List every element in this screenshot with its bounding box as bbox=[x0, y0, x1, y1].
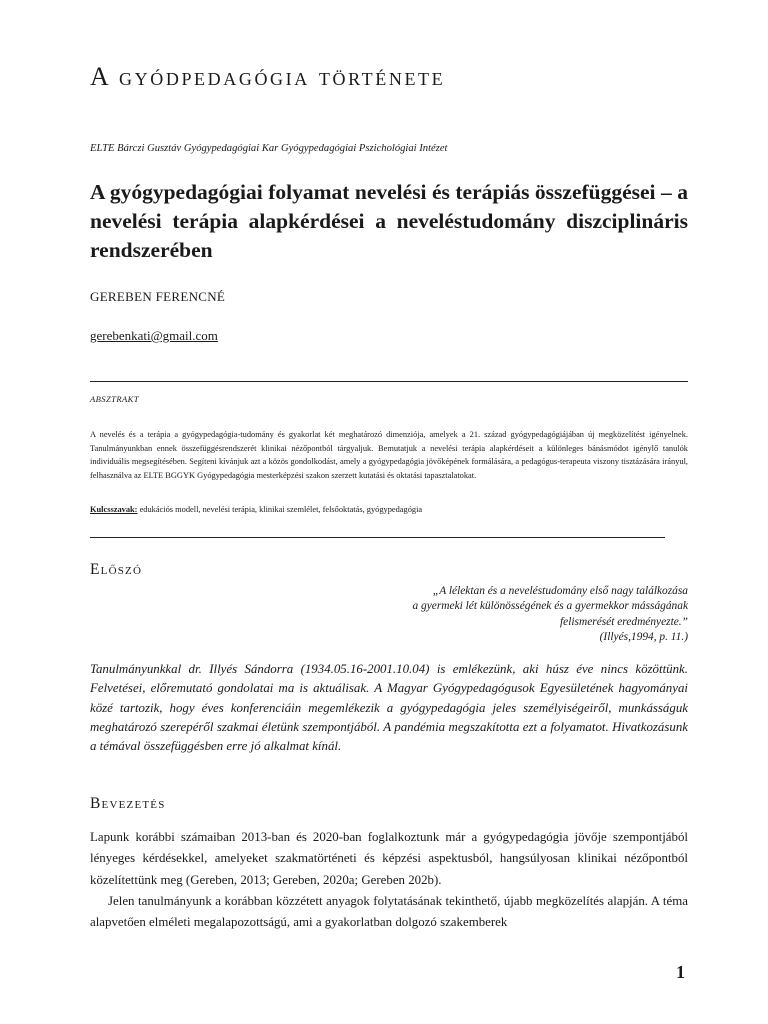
epigraph-line: a gyermeki lét különösségének és a gyermekkor másságának bbox=[412, 600, 688, 613]
introduction-paragraph: Jelen tanulmányunk a korábban közzétett anyagok folytatásának tekinthető, újabb megközelítés alapján. A téma alapvetően elméleti megalapozottságú, ami a gyakorlatban dolgozó szakemberek bbox=[90, 893, 688, 930]
section-heading-preface: Előszó bbox=[90, 561, 143, 578]
author-email-link[interactable]: gerebenkati@gmail.com bbox=[90, 328, 218, 343]
introduction-body bbox=[90, 827, 688, 933]
page-number: 1 bbox=[676, 962, 685, 982]
divider-top bbox=[90, 381, 688, 382]
abstract-heading: ABSZTRAKT bbox=[90, 394, 139, 404]
epigraph-line: felismerését eredményezte.” bbox=[560, 615, 688, 628]
keywords bbox=[90, 505, 688, 514]
divider-bottom bbox=[90, 537, 665, 538]
preface-paragraph: Tanulmányunkkal dr. Illyés Sándorra (1934.05.16-2001.10.04) is emlékezünk, aki húsz éve nincs közöttünk. Felvetései, előremutató gondolatai ma is aktuálisak. A Magyar Gyógypedagógusok Egyesületének hagyományai közé tartozik, hogy éves konferenciáin megemlékezik a gyógypedagógia jeles személyiségeiről, munkásságuk meghatározó szerepéről szakmai életünk szempontjából. A pandémia megszakította ezt a folyamatot. Hivatkozásunk a témával összefüggésben erre jó alkalmat kínál. bbox=[90, 662, 688, 754]
article-title: A gyógypedagógiai folyamat nevelési és terápiás összefüggései – a nevelési terápia alapkérdései a neveléstudomány diszciplináris rendszerében bbox=[90, 180, 688, 262]
section-heading-introduction: Bevezetés bbox=[90, 795, 166, 812]
epigraph-quote bbox=[268, 584, 688, 646]
epigraph-line: „A lélektan és a neveléstudomány első nagy találkozása bbox=[432, 585, 688, 597]
author-name: GEREBEN FERENCNÉ bbox=[90, 289, 226, 304]
series-title: A gyódpedagógia története bbox=[90, 62, 446, 91]
abstract-text: A nevelés és a terápia a gyógypedagógia-tudomány és gyakorlat két meghatározó dimenziója, amelyek a 21. század gyógypedagógiájában új megközelítést igényelnek. Tanulmányunkban ennek összefüggésrendszerét klinikai nézőpontból tárgyaljuk. Bemutatjuk a nevelési terápia alapkérdéseit a különleges bánásmódot igénylő tanulók individuális megsegítésében. Segíteni kívánjuk azt a közös gondolkodást, amely a gyógypedagógia jövőképének formálására, a pedagógus-terapeuta viszony tisztázására irányul, felhasználva az ELTE BGGYK Gyógypedagógia mesterképzési szakon szerzett kutatási és oktatási tapasztalatokat. bbox=[90, 430, 688, 480]
keywords-list: edukációs modell, nevelési terápia, klinikai szemlélet, felsőoktatás, gyógypedagógia bbox=[137, 505, 423, 514]
introduction-paragraph: Lapunk korábbi számaiban 2013-ban és 2020-ban foglalkoztunk már a gyógypedagógia jövője szempontjából lényeges kérdésekkel, amelyeket szakmatörténeti és képzési aspektusból, hangsúlyosan klinikai nézőpontból közelítettünk meg (Gereben, 2013; Gereben, 2020a; Gereben 202b). bbox=[90, 830, 688, 887]
affiliation: ELTE Bárczi Gusztáv Gyógypedagógiai Kar Gyógypedagógiai Pszichológiai Intézet bbox=[90, 143, 448, 154]
keywords-label: Kulcsszavak: bbox=[90, 505, 138, 514]
epigraph-citation: (Illyés,1994, p. 11.) bbox=[599, 631, 688, 644]
